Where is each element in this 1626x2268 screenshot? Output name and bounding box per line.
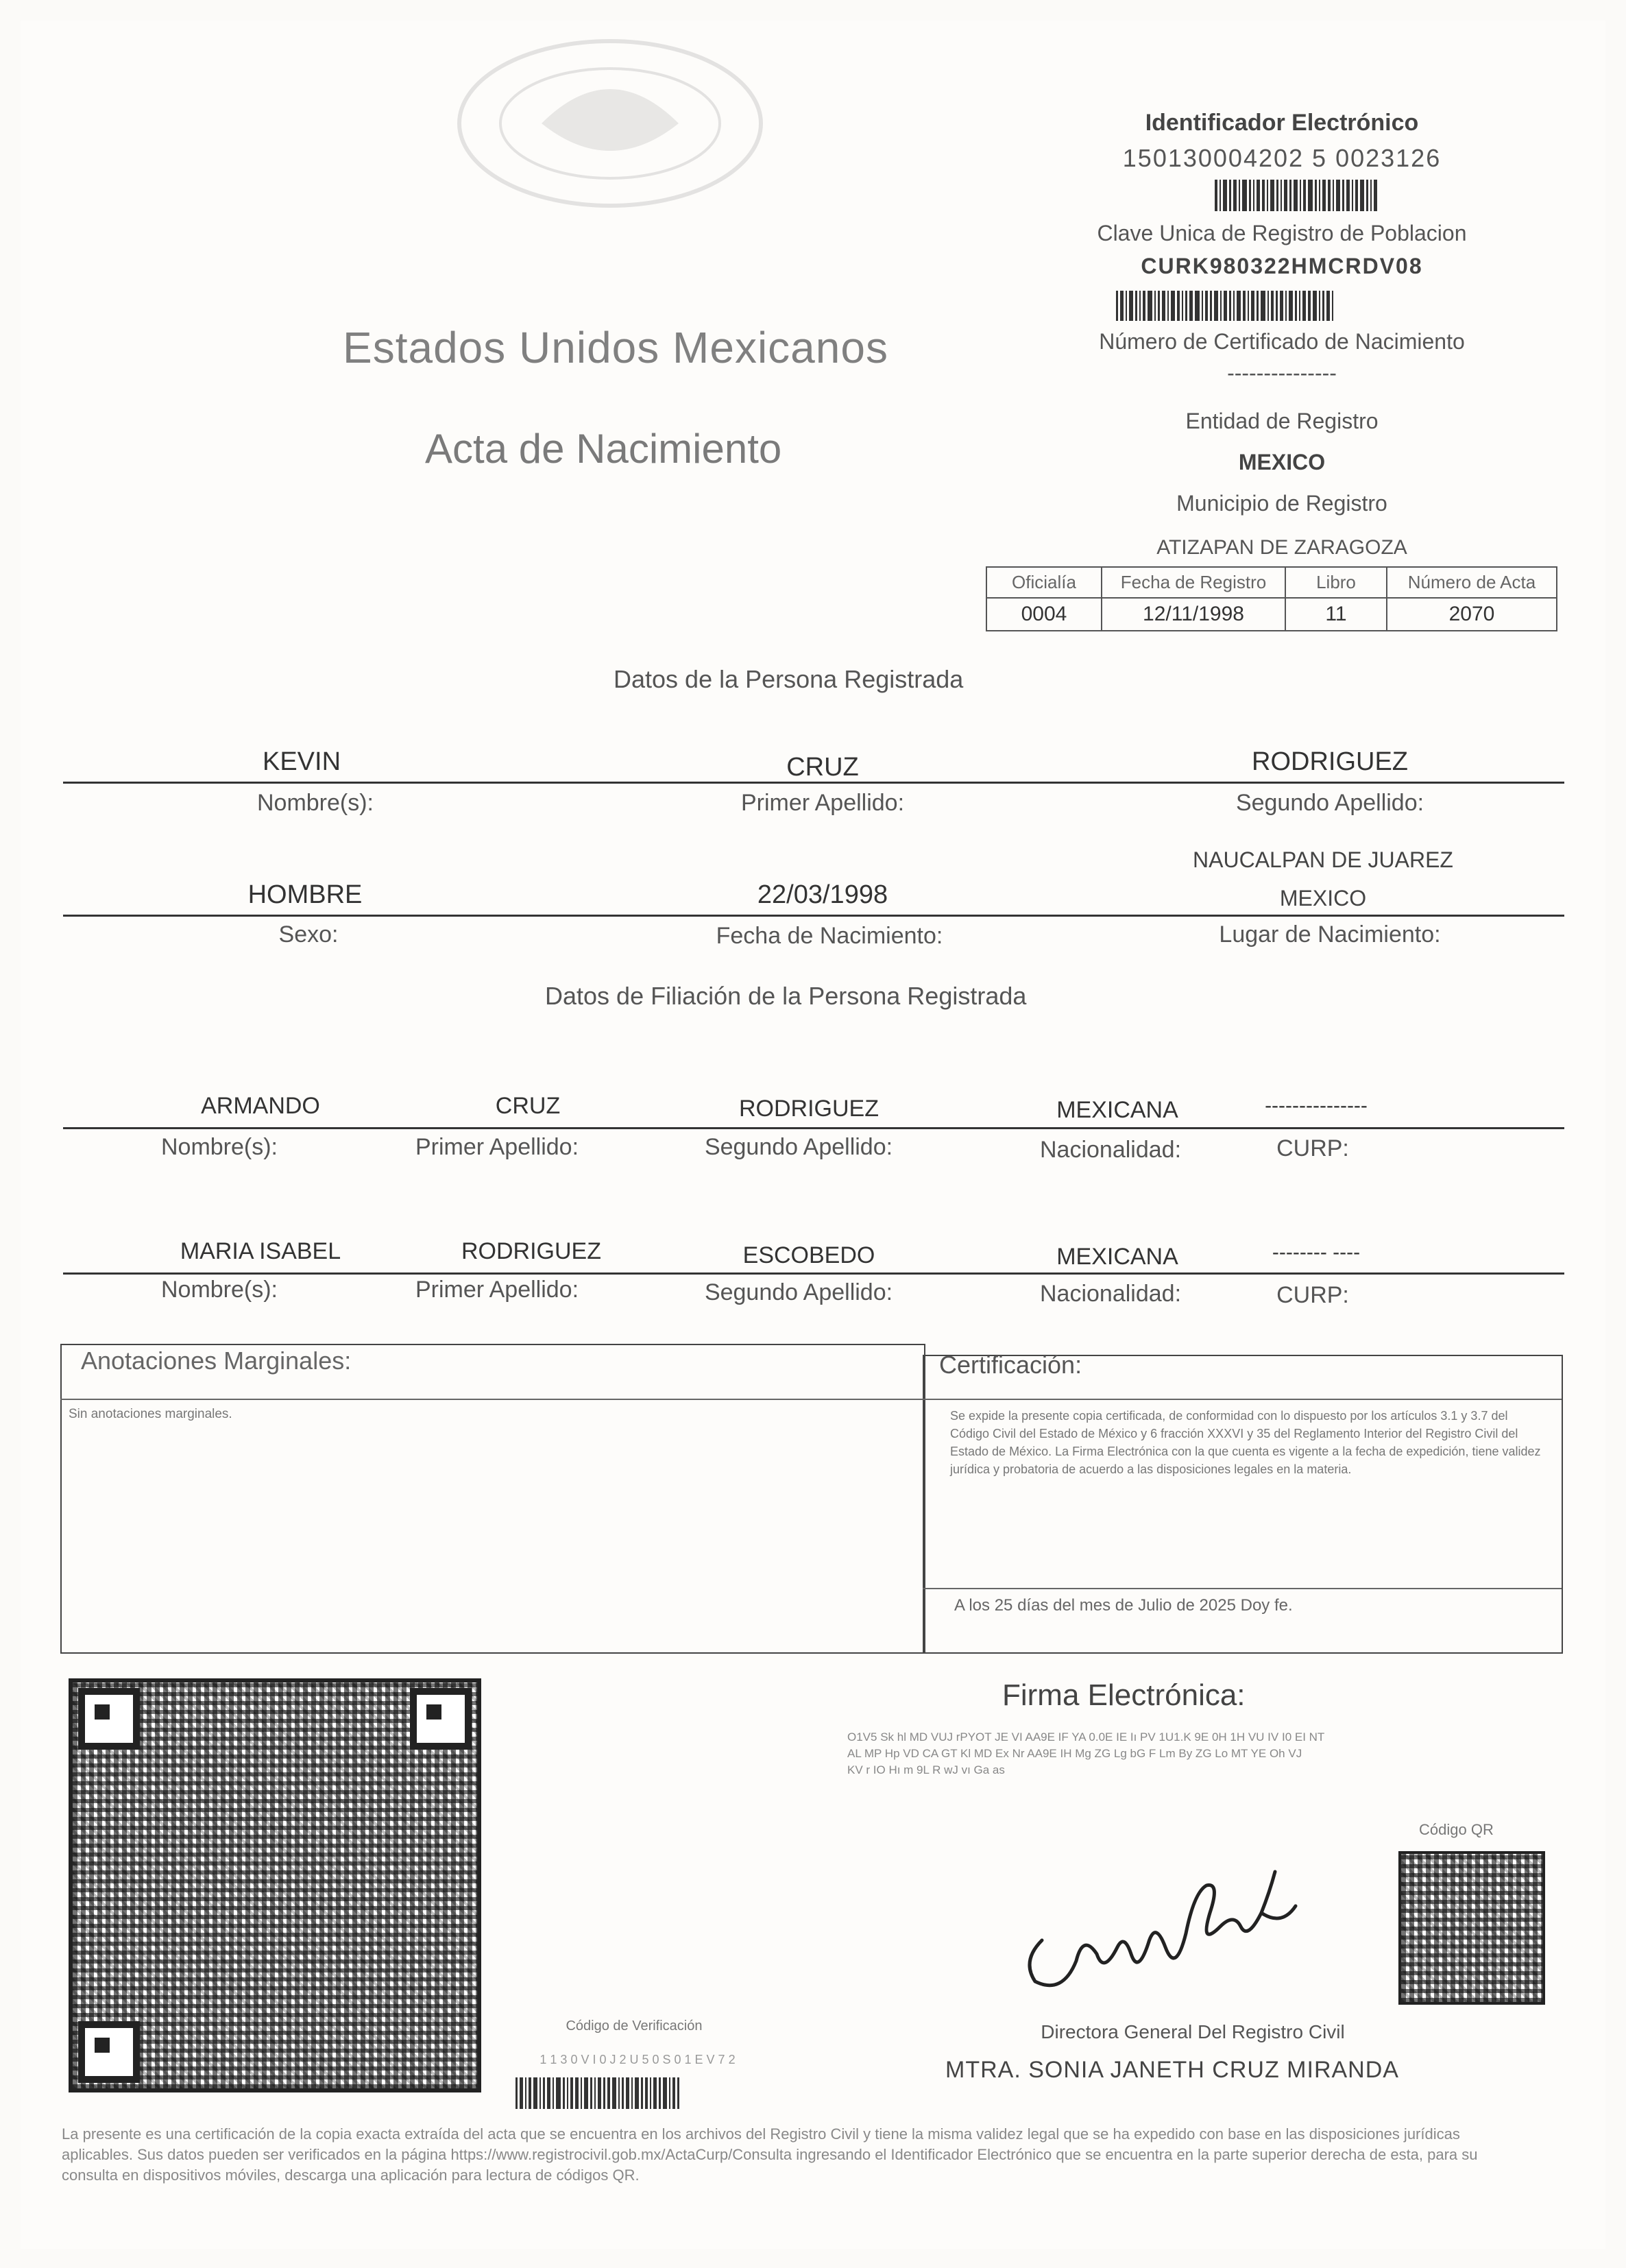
firma-hash-line: AL MP Hp VD CA GT Kl MD Ex Nr AA9E IH Mg ZG Lg bG F Lm By ZG Lo MT YE Oh VJ	[847, 1747, 1302, 1760]
verification-qr-code	[69, 1678, 481, 2092]
national-seal-watermark	[439, 27, 781, 219]
numero-acta-value: 2070	[1387, 598, 1557, 631]
curp-barcode	[1116, 291, 1445, 321]
divider-line	[923, 1399, 1562, 1400]
padre-nombre-label: Nombre(s):	[160, 1134, 278, 1160]
oficialia-value: 0004	[986, 598, 1102, 631]
lugar-nacimiento-label: Lugar de Nacimiento:	[1219, 921, 1441, 948]
id-barcode	[1215, 180, 1434, 211]
country-title: Estados Unidos Mexicanos	[343, 323, 888, 372]
persona-primer-apellido: CRUZ	[786, 753, 859, 782]
segundo-apellido-label: Segundo Apellido:	[1235, 790, 1424, 816]
entidad-label: Entidad de Registro	[1185, 409, 1379, 433]
firma-cargo: Directora General Del Registro Civil	[1041, 2021, 1345, 2042]
certificacion-text: Se expide la presente copia certificada, de conformidad con lo dispuesto por los artículos 3.1 y 3.7 del Código Civil del Estado de México y 6 fracción XXXVI y 35 del Reglamento Interior del Registro Civil del Estado de México. La Firma Electrónica con la que cuenta es vigente a la fecha de expedición, tiene validez jurídica y probatoria de acuerdo a las disposiciones legales en la materia.	[950, 1409, 1541, 1476]
municipio-label: Municipio de Registro	[1176, 491, 1387, 516]
firma-hash-line: O1V5 Sk hl MD VUJ rPYOT JE VI AA9E IF YA 0.0E IE Iı PV 1U1.K 9E 0H 1H VU IV I0 EI NT	[847, 1730, 1325, 1744]
padre-segundo-apellido: RODRIGUEZ	[739, 1096, 879, 1122]
madre-primer-label: Primer Apellido:	[415, 1277, 579, 1303]
madre-nombre-label: Nombre(s):	[160, 1277, 278, 1303]
filiacion-section-title: Datos de Filiación de la Persona Registrada	[545, 982, 1027, 1010]
persona-fecha-nacimiento: 22/03/1998	[757, 880, 888, 909]
verificacion-label: Código de Verificación	[566, 2018, 703, 2034]
signature-qr-code	[1398, 1851, 1545, 2005]
padre-primer-apellido: CRUZ	[495, 1093, 561, 1119]
curp-label: Clave Unica de Registro de Poblacion	[1097, 221, 1467, 245]
qr-label: Código QR	[1419, 1821, 1494, 1838]
persona-section-title: Datos de la Persona Registrada	[614, 665, 964, 693]
handwritten-signature	[1015, 1844, 1316, 2002]
id-electronico-label: Identificador Electrónico	[1145, 110, 1419, 136]
madre-primer-apellido: RODRIGUEZ	[461, 1238, 601, 1264]
libro-header: Libro	[1285, 567, 1387, 598]
curp-value: CURK980322HMCRDV08	[1141, 254, 1423, 278]
divider-line	[63, 915, 1564, 917]
madre-segundo-apellido: ESCOBEDO	[742, 1242, 875, 1268]
footer-legal-text: La presente es una certificación de la copia exacta extraída del acta que se encuentra en los archivos del Registro Civil y tiene la misma validez legal que se ha expedido con base en las disposiciones jurídicas aplicables. Sus datos pueden ser verificados en la página https://www.registrocivil.gob.mx/ActaCurp/Consulta ingresando el Identificador Electrónico que se encuentra en la parte superior derecha de esta, para su consulta en dispositivos móviles, descarga una aplicación para lectura de códigos QR.	[62, 2125, 1478, 2184]
madre-curp-label: CURP:	[1276, 1282, 1349, 1308]
fecha-nacimiento-label: Fecha de Nacimiento:	[716, 923, 943, 949]
padre-segundo-label: Segundo Apellido:	[704, 1134, 893, 1160]
certificacion-fecha: A los 25 días del mes de Julio de 2025 Doy fe.	[954, 1596, 1293, 1615]
madre-segundo-label: Segundo Apellido:	[704, 1279, 893, 1305]
padre-nacionalidad: MEXICANA	[1056, 1097, 1178, 1123]
padre-curp-label: CURP:	[1276, 1135, 1349, 1161]
divider-line	[60, 1399, 924, 1400]
divider-line	[63, 1272, 1564, 1275]
madre-nacionalidad-label: Nacionalidad:	[1039, 1281, 1182, 1307]
fecha-registro-header: Fecha de Registro	[1102, 567, 1285, 598]
padre-curp: ---------------	[1265, 1094, 1368, 1117]
persona-segundo-apellido: RODRIGUEZ	[1252, 747, 1408, 776]
certificacion-title: Certificación:	[939, 1351, 1082, 1379]
anotaciones-title: Anotaciones Marginales:	[81, 1347, 352, 1375]
primer-apellido-label: Primer Apellido:	[740, 790, 905, 816]
nombre-label: Nombre(s):	[256, 790, 374, 816]
madre-curp: -------- ----	[1272, 1241, 1361, 1264]
cert-nacimiento-value: ---------------	[1227, 361, 1337, 385]
verificacion-code: 1 1 3 0 V I 0 J 2 U 5 0 S 0 1 E V 7 2	[539, 2053, 736, 2066]
persona-nombre: KEVIN	[262, 747, 341, 776]
oficialia-header: Oficialía	[986, 567, 1102, 598]
padre-nacionalidad-label: Nacionalidad:	[1039, 1137, 1182, 1163]
divider-line	[63, 1127, 1564, 1129]
libro-value: 11	[1285, 598, 1387, 631]
padre-primer-label: Primer Apellido:	[415, 1134, 579, 1160]
madre-nombre: MARIA ISABEL	[180, 1238, 341, 1264]
firma-nombre: MTRA. SONIA JANETH CRUZ MIRANDA	[945, 2057, 1399, 2083]
anotaciones-box	[60, 1344, 925, 1654]
sexo-label: Sexo:	[278, 921, 339, 948]
padre-nombre: ARMANDO	[201, 1093, 320, 1119]
entidad-value: MEXICO	[1238, 450, 1326, 474]
firma-hash	[847, 1729, 1324, 1778]
firma-title: Firma Electrónica:	[1002, 1678, 1246, 1712]
madre-nacionalidad: MEXICANA	[1056, 1244, 1178, 1270]
verification-barcode	[515, 2077, 758, 2109]
anotaciones-text: Sin anotaciones marginales.	[69, 1407, 232, 1421]
persona-sexo: HOMBRE	[247, 880, 363, 909]
lugar-nacimiento-line1: NAUCALPAN DE JUAREZ	[1193, 847, 1453, 872]
registro-table	[986, 566, 1557, 631]
firma-hash-line: KV r IO Hı m 9L R wJ vı Ga as	[847, 1763, 1005, 1776]
id-electronico-value: 150130004202 5 0023126	[1122, 144, 1442, 172]
municipio-value: ATIZAPAN DE ZARAGOZA	[1156, 536, 1407, 559]
cert-nacimiento-label: Número de Certificado de Nacimiento	[1099, 329, 1465, 354]
document-title: Acta de Nacimiento	[425, 426, 782, 472]
divider-line	[63, 782, 1564, 784]
numero-acta-header: Número de Acta	[1387, 567, 1557, 598]
divider-line	[923, 1588, 1562, 1589]
lugar-nacimiento-line2: MEXICO	[1279, 886, 1367, 910]
fecha-registro-value: 12/11/1998	[1102, 598, 1285, 631]
